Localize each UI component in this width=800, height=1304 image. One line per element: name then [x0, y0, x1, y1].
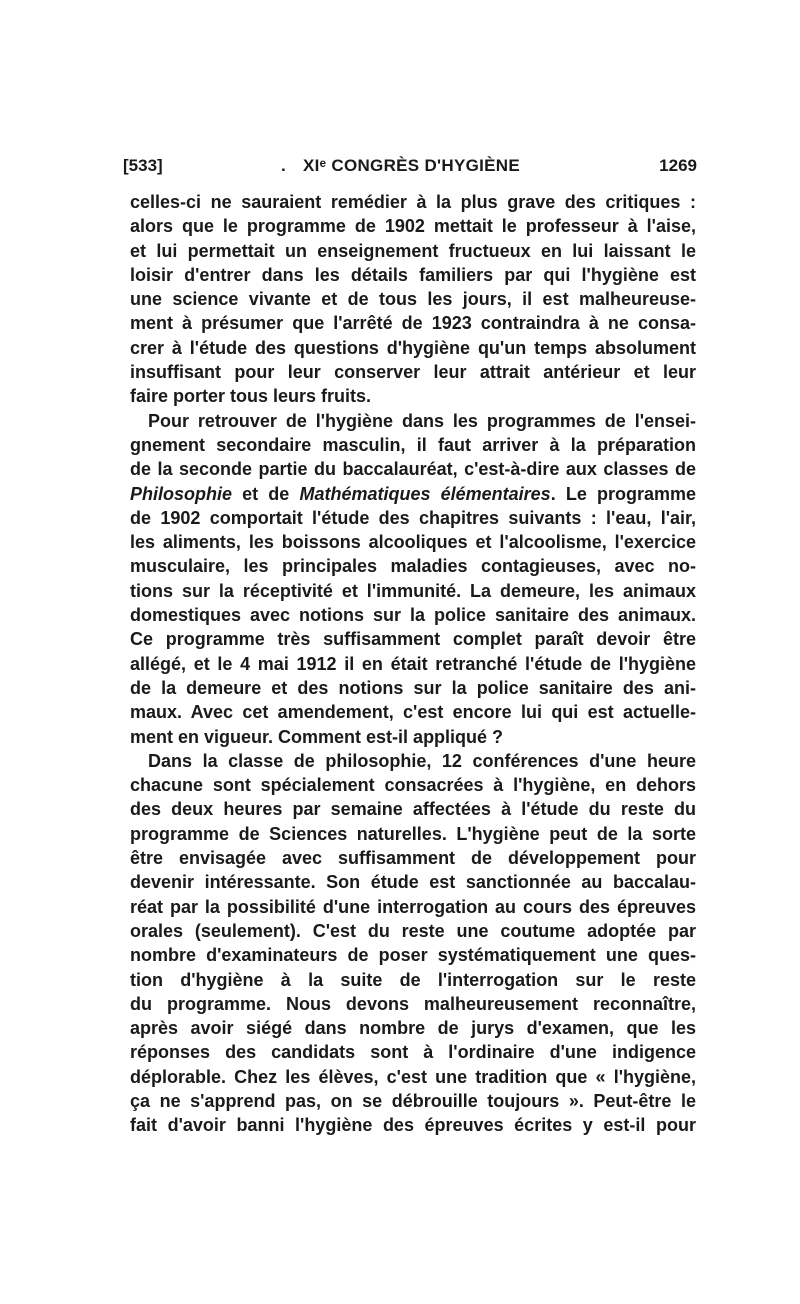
text-line: gnement secondaire masculin, il faut arriver à la préparation [130, 434, 696, 455]
text-line: des deux heures par semaine affectées à l'étude du reste du [130, 799, 696, 820]
text-line: ment en vigueur. Comment est-il appliqué ? [130, 726, 504, 747]
running-title: XIᵉ CONGRÈS D'HYGIÈNE [303, 156, 520, 175]
text-line: maux. Avec cet amendement, c'est encore lui qui est actuelle- [130, 702, 696, 723]
text-line: alors que le programme de 1902 mettait le professeur à l'aise, [130, 216, 696, 237]
text-line: musculaire, les principales maladies contagieuses, avec no- [130, 556, 696, 577]
italic-term: Philosophie [130, 483, 233, 504]
paragraph-1 [130, 190, 696, 409]
text-line: et lui permettait un enseignement fructueux en lui laissant le [130, 240, 696, 261]
text-line: Ce programme très suffisamment complet paraît devoir être [130, 629, 696, 650]
text-line: tions sur la réceptivité et l'immunité. La demeure, les animaux [130, 580, 696, 601]
text-line: ça ne s'apprend pas, on se débrouille toujours ». Peut-être le [130, 1090, 696, 1111]
text-line: tion d'hygiène à la suite de l'interrogation sur le reste [130, 969, 696, 990]
text-line: programme de Sciences naturelles. L'hygiène peut de la sorte [130, 823, 696, 844]
text-line: crer à l'étude des questions d'hygiène qu'un temps absolument [130, 337, 696, 358]
text-line: domestiques avec notions sur la police sanitaire des animaux. [130, 605, 696, 626]
text-line: nombre d'examinateurs de poser systématiquement une ques- [130, 945, 696, 966]
header-dot: . [281, 156, 286, 175]
text-line: après avoir siégé dans nombre de jurys d'examen, que les [130, 1018, 696, 1039]
text-fragment: . Le programme [550, 483, 696, 504]
text-line: devenir intéressante. Son étude est sanctionnée au baccalau- [130, 872, 696, 893]
text-line: réat par la possibilité d'une interrogation au cours des épreuves [130, 896, 696, 917]
page-number: 1269 [659, 156, 697, 175]
body-text [130, 190, 696, 1138]
text-line: déplorable. Chez les élèves, c'est une tradition que « l'hygiène, [130, 1066, 696, 1087]
italic-term: Mathématiques élémentaires [299, 483, 551, 504]
text-line: une science vivante et de tous les jours, il est malheureuse- [130, 289, 696, 310]
text-line: orales (seulement). C'est du reste une coutume adoptée par [130, 920, 696, 941]
text-line: insuffisant pour leur conserver leur attrait antérieur et leur [130, 362, 696, 383]
text-line: ment à présumer que l'arrêté de 1923 contraindra à ne consa- [130, 313, 696, 334]
text-line: Pour retrouver de l'hygiène dans les programmes de l'ensei- [148, 410, 696, 431]
text-line: du programme. Nous devons malheureusement reconnaître, [130, 993, 696, 1014]
text-line: de la seconde partie du baccalauréat, c'est-à-dire aux classes de [130, 459, 696, 480]
text-line: être envisagée avec suffisamment de développement pour [130, 848, 696, 869]
paragraph-3 [130, 749, 696, 1138]
text-line-italic [130, 482, 696, 506]
paragraph-2 [130, 409, 696, 749]
running-header [123, 152, 697, 182]
text-line: réponses des candidats sont à l'ordinaire d'une indigence [130, 1042, 696, 1063]
text-line: chacune sont spécialement consacrées à l'hygiène, en dehors [130, 775, 696, 796]
text-line: fait d'avoir banni l'hygiène des épreuves écrites y est-il pour [130, 1115, 696, 1136]
text-line: faire porter tous leurs fruits. [130, 386, 372, 407]
text-line: de 1902 comportait l'étude des chapitres suivants : l'eau, l'air, [130, 507, 696, 528]
page-reference: [533] [123, 156, 163, 175]
text-line: de la demeure et des notions sur la police sanitaire des ani- [130, 677, 696, 698]
text-fragment: et de [232, 483, 300, 504]
text-line: Dans la classe de philosophie, 12 conférences d'une heure [148, 750, 696, 771]
text-line: allégé, et le 4 mai 1912 il en était retranché l'étude de l'hygiène [130, 653, 696, 674]
text-line: loisir d'entrer dans les détails familiers par qui l'hygiène est [130, 264, 696, 285]
text-line: celles-ci ne sauraient remédier à la plus grave des critiques : [130, 192, 696, 212]
text-line: les aliments, les boissons alcooliques et l'alcoolisme, l'exercice [130, 532, 696, 553]
